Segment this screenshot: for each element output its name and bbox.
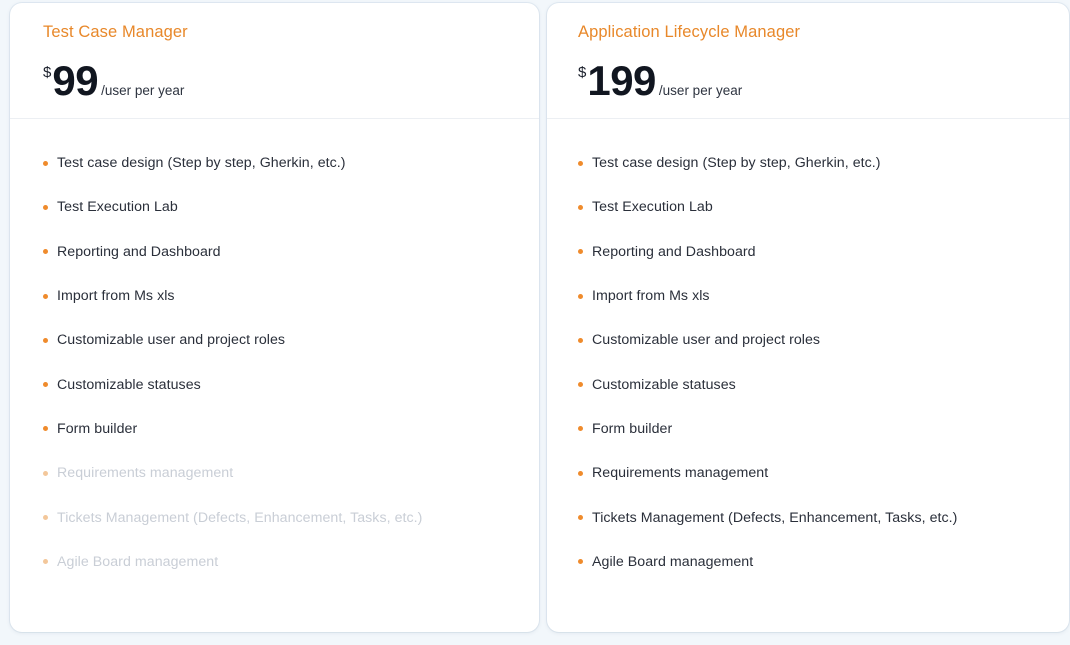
feature-item bbox=[578, 451, 1069, 495]
feature-item bbox=[43, 362, 539, 406]
feature-label: Import from Ms xls bbox=[57, 288, 175, 305]
feature-label: Customizable statuses bbox=[592, 376, 736, 393]
bullet-icon bbox=[578, 471, 583, 476]
bullet-icon bbox=[578, 382, 583, 387]
price-period: /user per year bbox=[658, 83, 743, 98]
bullet-icon bbox=[43, 338, 48, 343]
feature-item bbox=[43, 407, 539, 451]
feature-label: Requirements management bbox=[57, 465, 234, 482]
plan-price bbox=[578, 57, 1069, 104]
bullet-icon bbox=[43, 382, 48, 387]
plan-title: Test Case Manager bbox=[43, 23, 188, 41]
price-amount: 199 bbox=[587, 57, 656, 104]
bullet-icon bbox=[578, 249, 583, 254]
feature-label: Form builder bbox=[57, 420, 138, 437]
bullet-icon bbox=[43, 471, 48, 476]
currency-symbol: $ bbox=[578, 64, 587, 81]
feature-item bbox=[578, 318, 1069, 362]
price-period: /user per year bbox=[101, 83, 185, 98]
feature-item bbox=[578, 185, 1069, 229]
bullet-icon bbox=[578, 559, 583, 564]
bullet-icon bbox=[578, 338, 583, 343]
pricing-card-test-case-manager[interactable] bbox=[10, 3, 539, 632]
feature-label: Tickets Management (Defects, Enhancement, Tasks, etc.) bbox=[592, 509, 958, 526]
feature-label: Customizable user and project roles bbox=[592, 332, 821, 349]
feature-label: Agile Board management bbox=[57, 553, 219, 570]
bullet-icon bbox=[43, 249, 48, 254]
feature-item bbox=[578, 495, 1069, 539]
bullet-icon bbox=[578, 161, 583, 166]
pricing-card-header bbox=[10, 3, 539, 119]
feature-item bbox=[578, 274, 1069, 318]
feature-item-disabled bbox=[43, 451, 539, 495]
bullet-icon bbox=[578, 426, 583, 431]
feature-label: Test Execution Lab bbox=[592, 199, 713, 216]
feature-label: Test case design (Step by step, Gherkin, etc.) bbox=[57, 155, 346, 172]
feature-item bbox=[43, 141, 539, 185]
bullet-icon bbox=[43, 294, 48, 299]
feature-list bbox=[10, 119, 539, 632]
feature-label: Agile Board management bbox=[592, 553, 754, 570]
feature-item bbox=[43, 185, 539, 229]
bullet-icon bbox=[43, 515, 48, 520]
feature-item-disabled bbox=[43, 495, 539, 539]
plan-price bbox=[43, 57, 539, 104]
feature-label: Form builder bbox=[592, 420, 673, 437]
feature-label: Test Execution Lab bbox=[57, 199, 178, 216]
price-amount: 99 bbox=[52, 57, 99, 104]
bullet-icon bbox=[578, 515, 583, 520]
currency-symbol: $ bbox=[43, 64, 52, 81]
feature-item bbox=[43, 318, 539, 362]
bullet-icon bbox=[43, 205, 48, 210]
bullet-icon bbox=[578, 205, 583, 210]
feature-label: Customizable statuses bbox=[57, 376, 201, 393]
feature-item bbox=[43, 274, 539, 318]
feature-item-disabled bbox=[43, 540, 539, 584]
pricing-card-application-lifecycle-manager[interactable] bbox=[547, 3, 1069, 632]
pricing-card-header bbox=[547, 3, 1069, 119]
feature-label: Reporting and Dashboard bbox=[592, 243, 756, 260]
feature-item bbox=[578, 540, 1069, 584]
feature-item bbox=[578, 230, 1069, 274]
feature-label: Import from Ms xls bbox=[592, 288, 710, 305]
bullet-icon bbox=[43, 426, 48, 431]
feature-label: Test case design (Step by step, Gherkin, etc.) bbox=[592, 155, 881, 172]
feature-item bbox=[578, 141, 1069, 185]
bullet-icon bbox=[43, 559, 48, 564]
feature-label: Reporting and Dashboard bbox=[57, 243, 221, 260]
bullet-icon bbox=[43, 161, 48, 166]
feature-label: Tickets Management (Defects, Enhancement, Tasks, etc.) bbox=[57, 509, 423, 526]
feature-item bbox=[578, 407, 1069, 451]
feature-list bbox=[547, 119, 1069, 632]
plan-title: Application Lifecycle Manager bbox=[578, 23, 801, 41]
feature-item bbox=[578, 362, 1069, 406]
bullet-icon bbox=[578, 294, 583, 299]
feature-label: Requirements management bbox=[592, 465, 769, 482]
feature-item bbox=[43, 230, 539, 274]
feature-label: Customizable user and project roles bbox=[57, 332, 286, 349]
